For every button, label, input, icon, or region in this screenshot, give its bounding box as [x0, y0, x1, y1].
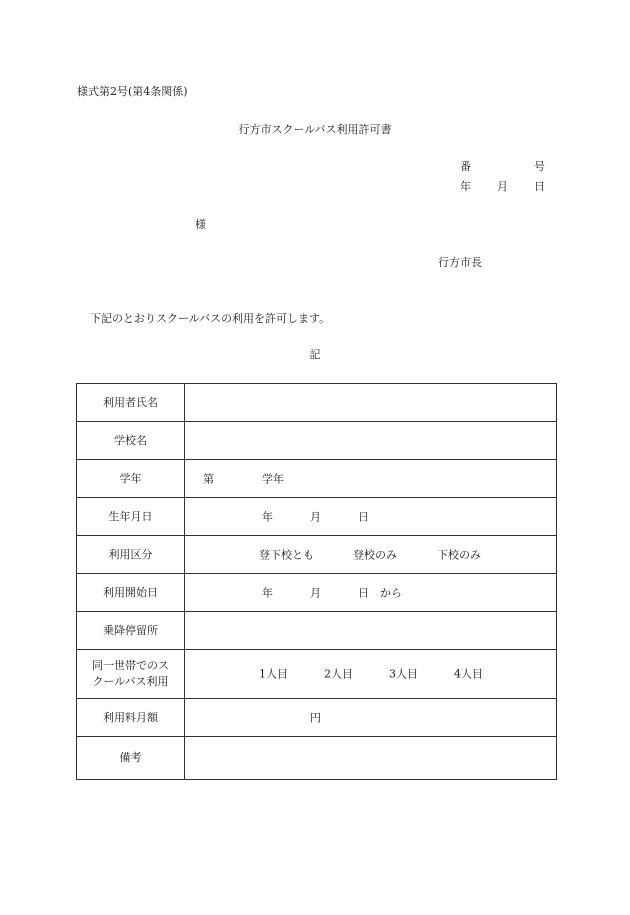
household-field — [185, 650, 557, 699]
usage-option-both[interactable]: 登下校とも — [259, 548, 314, 561]
form-number: 様式第2号(第4条関係) — [77, 85, 188, 98]
table-row — [77, 699, 557, 737]
birth-day-unit: 日 — [358, 510, 369, 523]
grade-field[interactable] — [185, 460, 557, 498]
usage-type-field — [185, 536, 557, 574]
household-label — [77, 650, 185, 699]
table-row — [77, 612, 557, 650]
household-option-1[interactable]: 1人目 — [259, 667, 288, 681]
usage-type-label: 利用区分 — [77, 536, 185, 574]
ki-heading: 記 — [309, 348, 321, 361]
start-month-unit: 月 — [310, 586, 321, 599]
issue-date-month: 月 — [497, 180, 508, 193]
addressee-suffix: 様 — [195, 218, 206, 231]
stop-label: 乗降停留所 — [77, 612, 185, 650]
household-option-3[interactable]: 3人目 — [389, 667, 418, 681]
school-field[interactable] — [185, 422, 557, 460]
birth-month-unit: 月 — [310, 510, 321, 523]
issuer-name: 行方市長 — [438, 256, 482, 269]
fee-label: 利用料月額 — [77, 699, 185, 737]
household-option-2[interactable]: 2人目 — [324, 667, 353, 681]
fee-unit: 円 — [310, 711, 321, 724]
user-name-field[interactable] — [185, 384, 557, 422]
start-date-label: 利用開始日 — [77, 574, 185, 612]
household-label-line2: クールバス利用 — [92, 675, 169, 688]
permit-table — [76, 383, 557, 780]
fee-field[interactable] — [185, 699, 557, 737]
usage-option-from-school[interactable]: 下校のみ — [437, 548, 481, 561]
start-date-field[interactable] — [185, 574, 557, 612]
table-row — [77, 460, 557, 498]
table-row — [77, 650, 557, 699]
table-row — [77, 384, 557, 422]
remarks-field[interactable] — [185, 737, 557, 780]
grade-suffix: 学年 — [262, 472, 284, 485]
grade-label: 学年 — [77, 460, 185, 498]
household-option-4[interactable]: 4人目 — [454, 667, 483, 681]
document-title: 行方市スクールバス利用許可書 — [238, 123, 392, 136]
start-from-text: から — [380, 586, 402, 599]
start-year-unit: 年 — [262, 586, 273, 599]
household-label-line1: 同一世帯でのス — [92, 659, 169, 673]
table-row — [77, 422, 557, 460]
remarks-label: 備考 — [77, 737, 185, 780]
number-suffix: 号 — [534, 160, 545, 173]
stop-field[interactable] — [185, 612, 557, 650]
issue-date-day: 日 — [534, 180, 545, 193]
birth-field[interactable] — [185, 498, 557, 536]
number-label: 番 — [460, 160, 471, 173]
birth-year-unit: 年 — [262, 510, 273, 523]
body-text: 下記のとおりスクールバスの利用を許可します。 — [90, 312, 331, 325]
table-row — [77, 536, 557, 574]
table-row — [77, 737, 557, 780]
start-day-unit: 日 — [358, 586, 369, 599]
table-row — [77, 498, 557, 536]
grade-prefix: 第 — [203, 472, 214, 485]
usage-option-to-school[interactable]: 登校のみ — [353, 548, 397, 561]
issue-date-year: 年 — [460, 180, 471, 193]
user-name-label: 利用者氏名 — [77, 384, 185, 422]
birth-label: 生年月日 — [77, 498, 185, 536]
table-row — [77, 574, 557, 612]
school-label: 学校名 — [77, 422, 185, 460]
